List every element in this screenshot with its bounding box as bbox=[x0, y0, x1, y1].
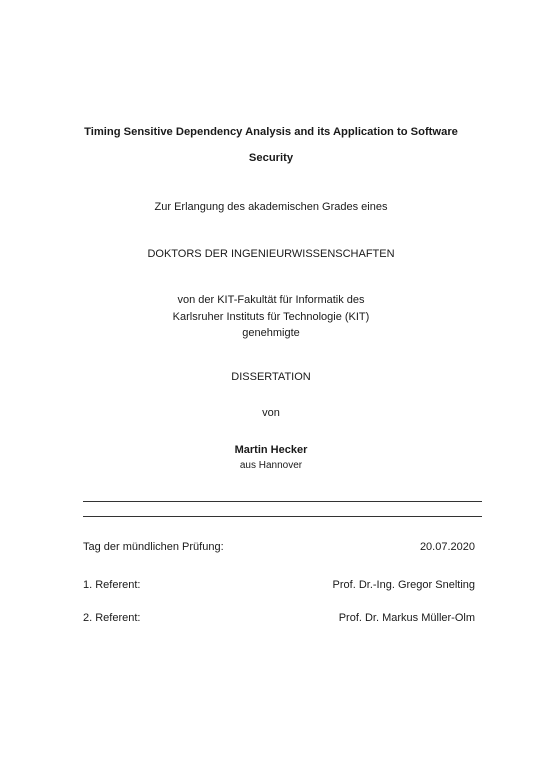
referee-row-2 bbox=[83, 610, 475, 626]
referee-row-1 bbox=[83, 577, 475, 593]
faculty-line-2: Karlsruher Instituts für Technologie (KIT) bbox=[172, 311, 370, 323]
author-origin: aus Hannover bbox=[239, 460, 303, 471]
referee-2-label: 2. Referent: bbox=[83, 612, 141, 624]
degree-name: DOKTORS DER INGENIEURWISSENSCHAFTEN bbox=[147, 248, 395, 260]
dissertation-title: Timing Sensitive Dependency Analysis and its Application to Software Security bbox=[84, 126, 458, 164]
author-name: Martin Hecker bbox=[234, 444, 308, 456]
exam-date-value: 20.07.2020 bbox=[419, 541, 475, 553]
divider-top bbox=[83, 501, 482, 502]
faculty-line-1: von der KIT-Fakultät für Informatik des bbox=[177, 294, 365, 306]
by-label: von bbox=[262, 407, 280, 419]
exam-date-label: Tag der mündlichen Prüfung: bbox=[83, 541, 224, 553]
referee-2-name: Prof. Dr. Markus Müller-Olm bbox=[338, 612, 475, 624]
document-type: DISSERTATION bbox=[231, 371, 311, 383]
faculty-line-3: genehmigte bbox=[242, 327, 300, 339]
exam-date-row bbox=[83, 539, 475, 555]
referee-1-label: 1. Referent: bbox=[83, 579, 141, 591]
divider-bottom bbox=[83, 516, 482, 517]
degree-intro: Zur Erlangung des akademischen Grades eines bbox=[154, 201, 388, 213]
referee-1-name: Prof. Dr.-Ing. Gregor Snelting bbox=[332, 579, 475, 591]
